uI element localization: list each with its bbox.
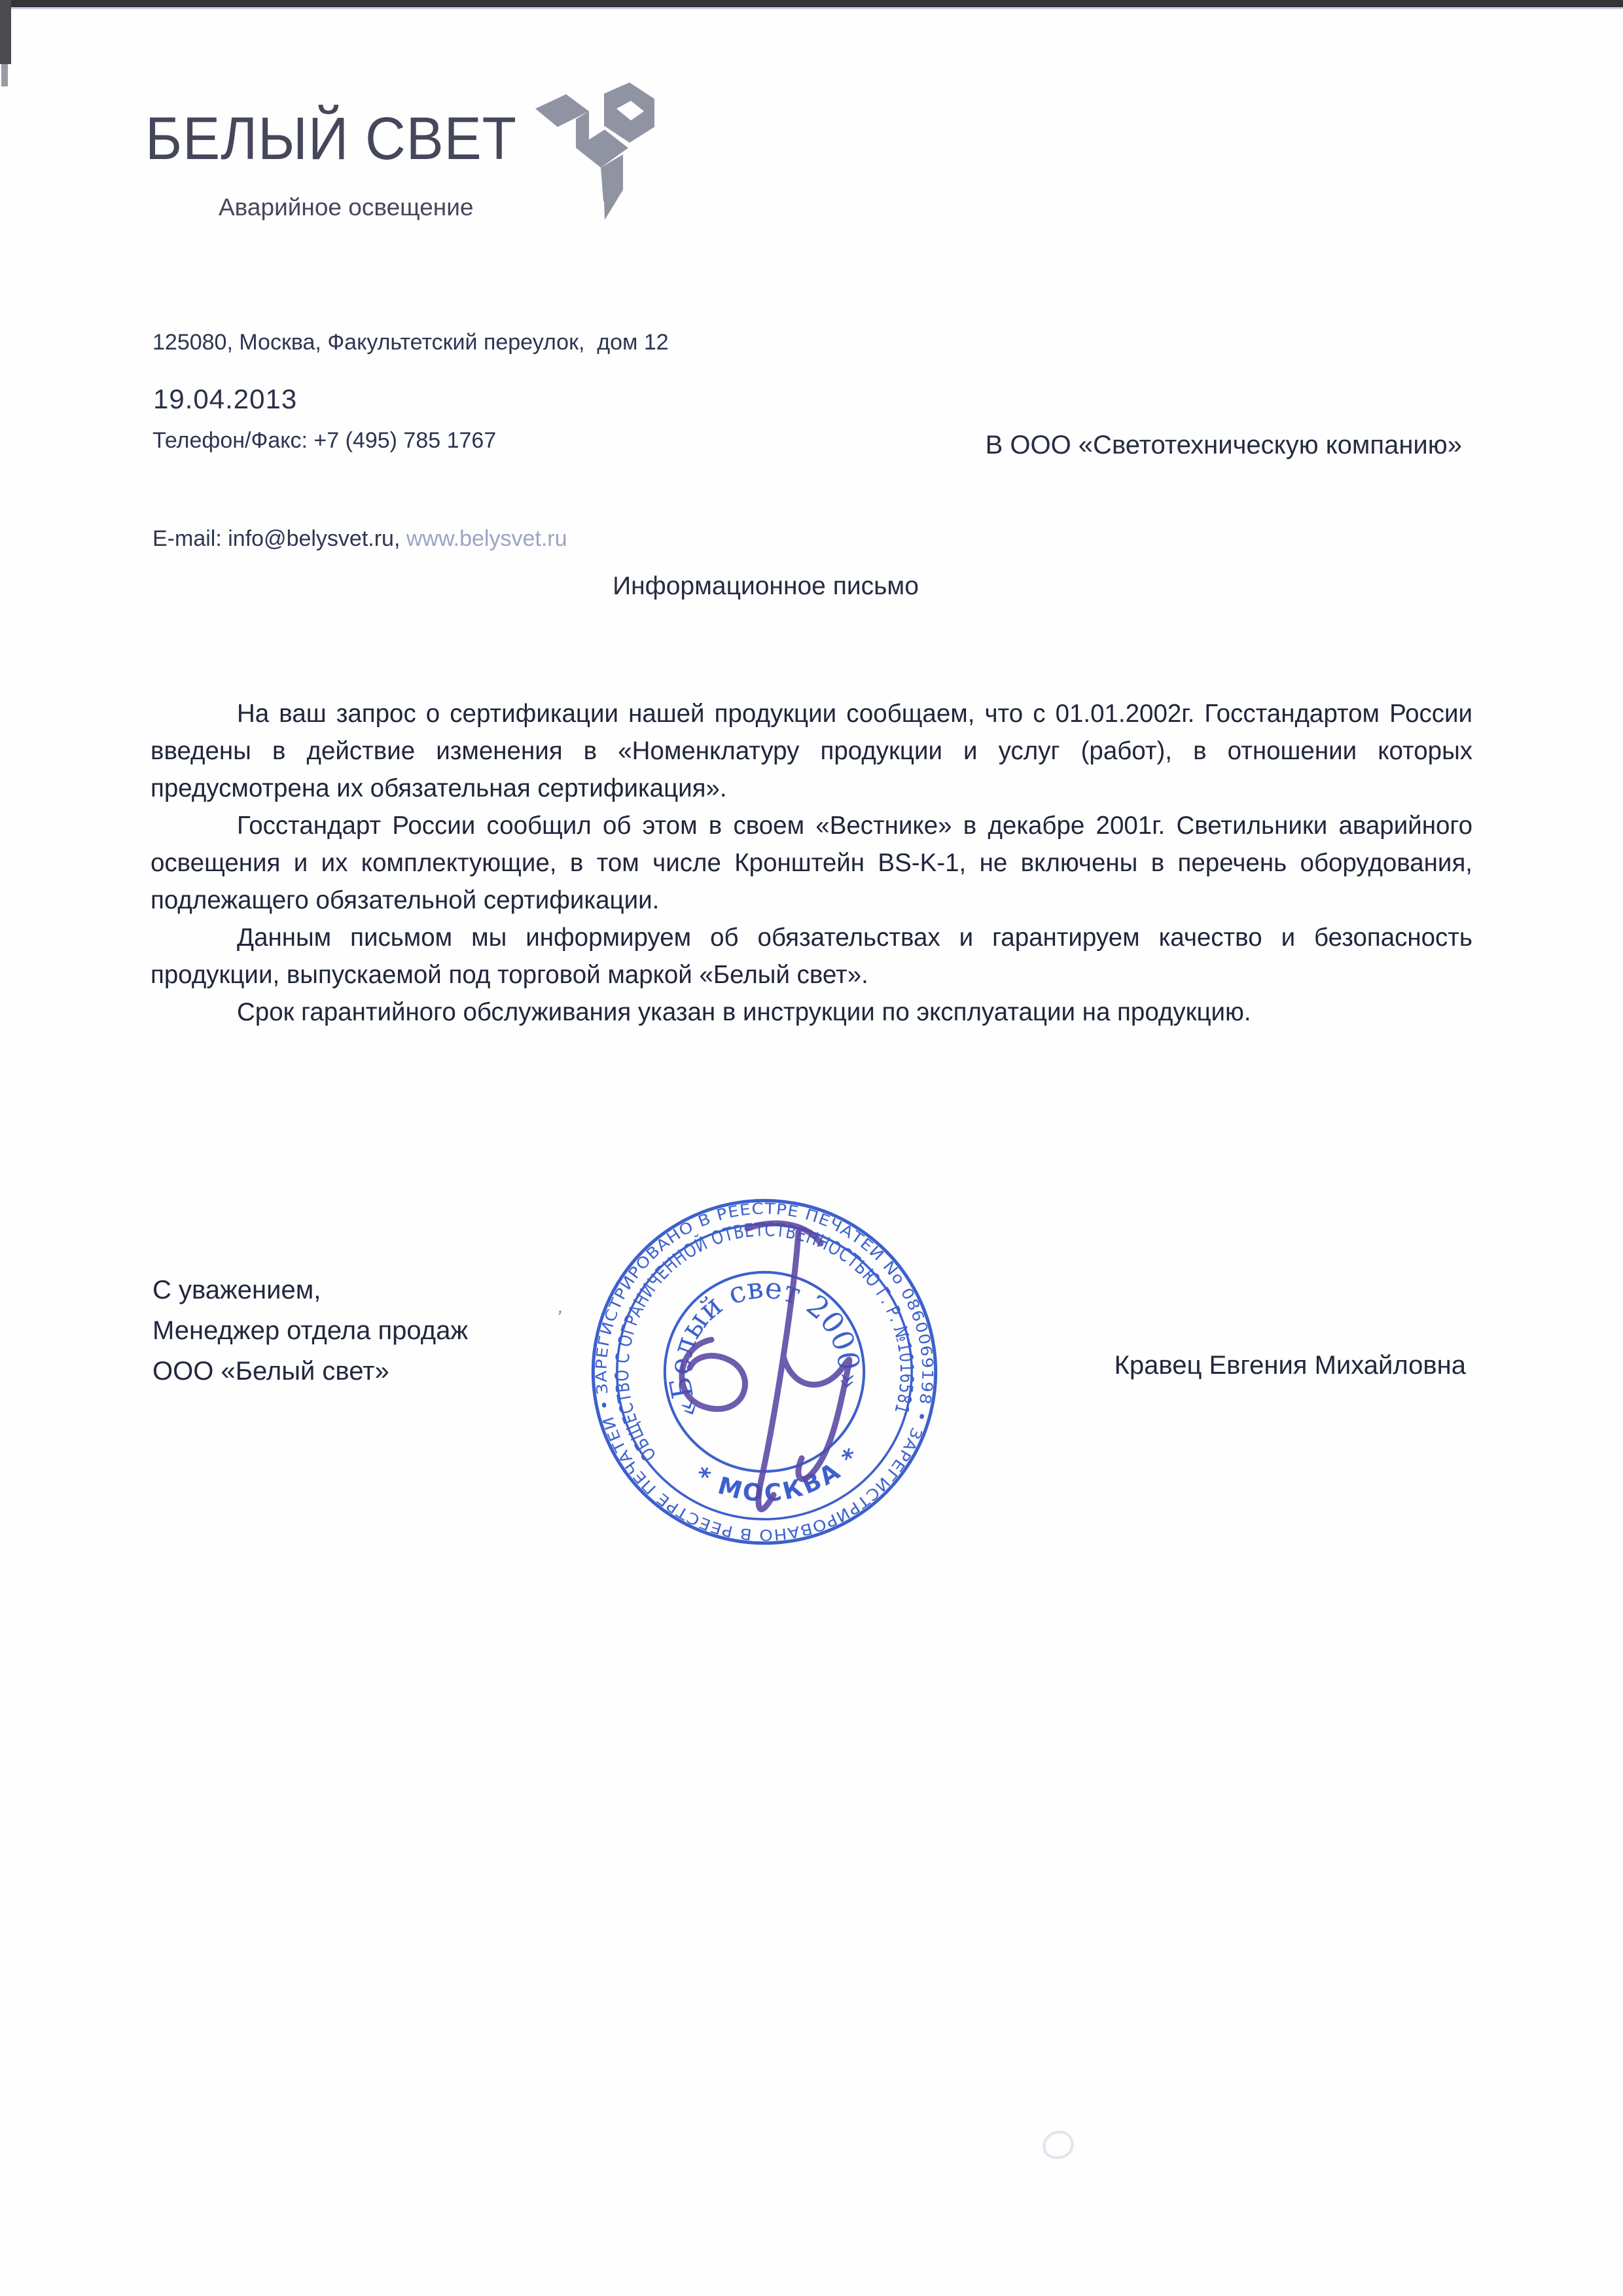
closing-company: ООО «Белый свет» xyxy=(152,1357,389,1386)
closing-position: Менеджер отдела продаж xyxy=(152,1316,469,1345)
paragraph-2: Госстандарт России сообщил об этом в своем «Вестнике» в декабре 2001г. Светильники аварийного освещения и их комплектующие, в том числе Кронштейн BS-K-1, не включены в перечень оборудования, подлежащего обязательной сертификации. xyxy=(151,812,1472,914)
contact-address: 125080, Москва, Факультетский переулок, дом 12 xyxy=(152,330,669,355)
stamp-city-text: * МОСКВА * xyxy=(690,1441,867,1508)
contact-email: E-mail: info@belysvet.ru, xyxy=(152,526,406,551)
pen-mark-artifact: ʼ xyxy=(554,1307,563,1330)
scan-artifact-top-edge xyxy=(0,0,1623,7)
paragraph-3: Данным письмом мы информируем об обязательствах и гарантируем качество и безопасность продукции, выпускаемой под торговой маркой «Белый свет». xyxy=(151,924,1472,989)
stamp-middle-ring-text: ОБЩЕСТВО С ОГРАНИЧЕННОЙ ОТВЕТСТВЕННОСТЬЮ Г. Р. №1016581 xyxy=(611,1219,918,1465)
closing-regards: С уважением, xyxy=(152,1276,321,1304)
contact-website-link: www.belysvet.ru xyxy=(406,526,567,551)
handwritten-signature xyxy=(649,1193,885,1549)
paragraph-4: Срок гарантийного обслуживания указан в инструкции по эксплуатации на продукцию. xyxy=(237,998,1251,1026)
scan-artifact-left-edge xyxy=(0,0,11,64)
contact-phone: Телефон/Факс: +7 (495) 785 1767 xyxy=(152,428,497,453)
contact-email-line xyxy=(152,522,669,555)
letter-recipient: В ООО «Светотехническую компанию» xyxy=(985,431,1462,459)
company-logo-icon xyxy=(531,82,666,230)
letter-title: Информационное письмо xyxy=(613,572,919,600)
stamp-outer-ring-text: ЗАРЕГИСТРИРОВАНО В РЕЕСТРЕ ПЕЧАТЕЙ No 0860069198 • ЗАРЕГИСТРИРОВАНО В РЕЕСТРЕ ПЕЧАТЕЙ • xyxy=(592,1200,936,1544)
scan-smudge-artifact xyxy=(1043,2131,1073,2159)
company-logo-title: БЕЛЫЙ СВЕТ xyxy=(145,105,517,172)
letter-date: 19.04.2013 xyxy=(153,384,298,414)
letter-body xyxy=(151,695,1472,1031)
scan-artifact-left-edge-fade xyxy=(1,64,8,86)
company-logo-subtitle: Аварийное освещение xyxy=(219,194,474,221)
stamp-center-text: «Белый свет 2000» xyxy=(662,1270,866,1424)
signer-name: Кравец Евгения Михайловна xyxy=(1114,1351,1466,1380)
paragraph-1: На ваш запрос о сертификации нашей продукции сообщаем, что с 01.01.2002г. Госстандартом России введены в действие изменения в «Номенклатуру продукции и услуг (работ), в отношении которых предусмотрена их обязательная сертификация». xyxy=(151,700,1472,802)
